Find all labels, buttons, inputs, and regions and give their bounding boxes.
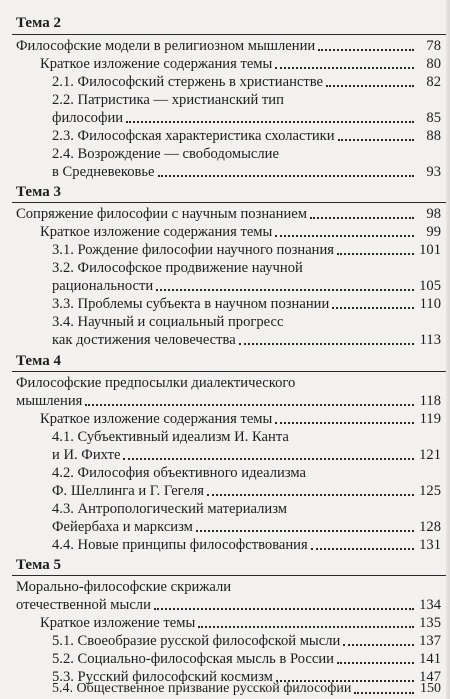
toc-entry	[52, 277, 441, 295]
toc-entry	[52, 331, 441, 349]
entry-title: Сопряжение философии с научным познанием	[16, 206, 307, 222]
page-number: 113	[419, 332, 441, 348]
toc-entry	[52, 650, 441, 668]
toc-entry	[52, 295, 441, 313]
leader-dots	[156, 279, 414, 291]
toc-entry	[40, 410, 441, 428]
entry-title: мышления	[16, 393, 83, 409]
theme-heading: Тема 4	[16, 353, 61, 369]
entry-title: Фейербаха и марксизм	[52, 519, 193, 535]
entry-title: 3.2. Философское продвижение научной	[52, 260, 303, 276]
entry-title: Морально-философские скрижали	[16, 579, 232, 595]
leader-dots	[338, 129, 414, 141]
toc-entry	[16, 392, 441, 410]
leader-dots	[126, 111, 414, 123]
entry-title: Краткое изложение содержания темы	[40, 56, 273, 72]
entry-title: рациональности	[52, 278, 154, 294]
toc-entry	[52, 632, 441, 650]
page-number: 134	[419, 597, 441, 613]
page-number: 101	[419, 242, 441, 258]
toc-entry	[52, 127, 441, 145]
page-number: 128	[419, 519, 441, 535]
theme-heading: Тема 2	[16, 15, 61, 31]
page-number: 88	[426, 128, 441, 144]
toc-entry	[40, 614, 441, 632]
toc-entry	[52, 241, 441, 259]
entry-title: 4.1. Субъективный идеализм И. Канта	[52, 429, 289, 445]
toc-entry	[52, 109, 441, 127]
section-divider	[12, 371, 450, 372]
page-number: 85	[426, 110, 441, 126]
page-number: 118	[419, 393, 441, 409]
toc-entry	[16, 205, 441, 223]
leader-dots	[318, 39, 414, 51]
entry-title: 3.1. Рождение философии научного познания	[52, 242, 335, 258]
page-number: 110	[419, 296, 441, 312]
theme-heading: Тема 3	[16, 184, 61, 200]
leader-dots	[275, 225, 414, 237]
leader-dots	[85, 394, 414, 406]
entry-title: Краткое изложение содержания темы	[40, 224, 273, 240]
leader-dots	[326, 75, 414, 87]
page-edge-shadow	[446, 0, 450, 699]
leader-dots	[275, 57, 414, 69]
page-number: 80	[426, 56, 441, 72]
entry-title: 5.3. Русский философский космизм	[52, 669, 273, 685]
page-number: 99	[426, 224, 441, 240]
entry-title: 4.2. Философия объективного идеализма	[52, 465, 307, 481]
page-number: 137	[419, 633, 441, 649]
leader-dots	[337, 243, 414, 255]
page-number: 125	[419, 483, 441, 499]
entry-title: Краткое изложение содержания темы	[40, 411, 273, 427]
entry-title: 5.2. Социально-философская мысль в России	[52, 651, 334, 667]
page-number: 150	[420, 681, 441, 696]
leader-dots	[275, 412, 414, 424]
entry-title: 3.3. Проблемы субъекта в научном познании	[52, 296, 330, 312]
toc-entry	[16, 37, 441, 55]
page-number: 135	[419, 615, 441, 631]
entry-title: Краткое изложение темы	[40, 615, 196, 631]
entry-title: как достижения человечества	[52, 332, 236, 348]
section-divider	[12, 202, 450, 203]
entry-title: в Средневековье	[52, 164, 155, 180]
leader-dots	[310, 207, 414, 219]
leader-dots	[343, 634, 414, 646]
entry-title: 5.1. Своеобразие русской философской мысли	[52, 633, 341, 649]
page-number: 119	[419, 411, 441, 427]
toc-entry	[52, 163, 441, 181]
entry-title: 2.3. Философская характеристика схоластики	[52, 128, 335, 144]
leader-dots	[354, 682, 414, 694]
toc-entry	[52, 680, 441, 698]
toc-entry	[52, 446, 441, 464]
entry-title: 3.4. Научный и социальный прогресс	[52, 314, 284, 330]
toc-entry	[52, 536, 441, 554]
page-number: 141	[419, 651, 441, 667]
entry-title: 4.3. Антропологический материализм	[52, 501, 288, 517]
leader-dots	[196, 520, 414, 532]
toc-entry	[52, 73, 441, 91]
section-divider	[12, 34, 450, 35]
entry-title: Ф. Шеллинга и Г. Гегеля	[52, 483, 204, 499]
page-number: 147	[419, 669, 441, 685]
entry-title: Философские модели в религиозном мышлении	[16, 38, 316, 54]
page-number: 82	[426, 74, 441, 90]
entry-title: 2.2. Патристика — христианский тип	[52, 92, 284, 108]
leader-dots	[123, 448, 414, 460]
leader-dots	[154, 598, 414, 610]
leader-dots	[198, 616, 414, 628]
entry-title: отечественной мысли	[16, 597, 151, 613]
page-number: 98	[426, 206, 441, 222]
page-number: 105	[419, 278, 441, 294]
entry-title: 2.4. Возрождение — свободомыслие	[52, 146, 279, 162]
theme-heading: Тема 5	[16, 557, 61, 573]
entry-title: Философские предпосылки диалектического	[16, 375, 296, 391]
section-divider	[12, 575, 450, 576]
entry-title: и И. Фихте	[52, 447, 121, 463]
page-number: 121	[419, 447, 441, 463]
leader-dots	[311, 538, 414, 550]
page-number: 93	[426, 164, 441, 180]
entry-title: 4.4. Новые принципы философствования	[52, 537, 308, 553]
page-number: 78	[426, 38, 441, 54]
entry-title: 2.1. Философский стержень в христианстве	[52, 74, 324, 90]
leader-dots	[337, 652, 414, 664]
page-number: 131	[419, 537, 441, 553]
toc-entry	[40, 55, 441, 73]
entry-title: 5.4. Общественное призвание русской философии	[52, 681, 352, 696]
leader-dots	[207, 484, 414, 496]
leader-dots	[239, 333, 414, 345]
toc-entry	[40, 223, 441, 241]
leader-dots	[158, 165, 414, 177]
toc-entry	[16, 596, 441, 614]
toc-entry	[52, 482, 441, 500]
toc-entry	[52, 518, 441, 536]
entry-title: философии	[52, 110, 124, 126]
leader-dots	[332, 297, 414, 309]
